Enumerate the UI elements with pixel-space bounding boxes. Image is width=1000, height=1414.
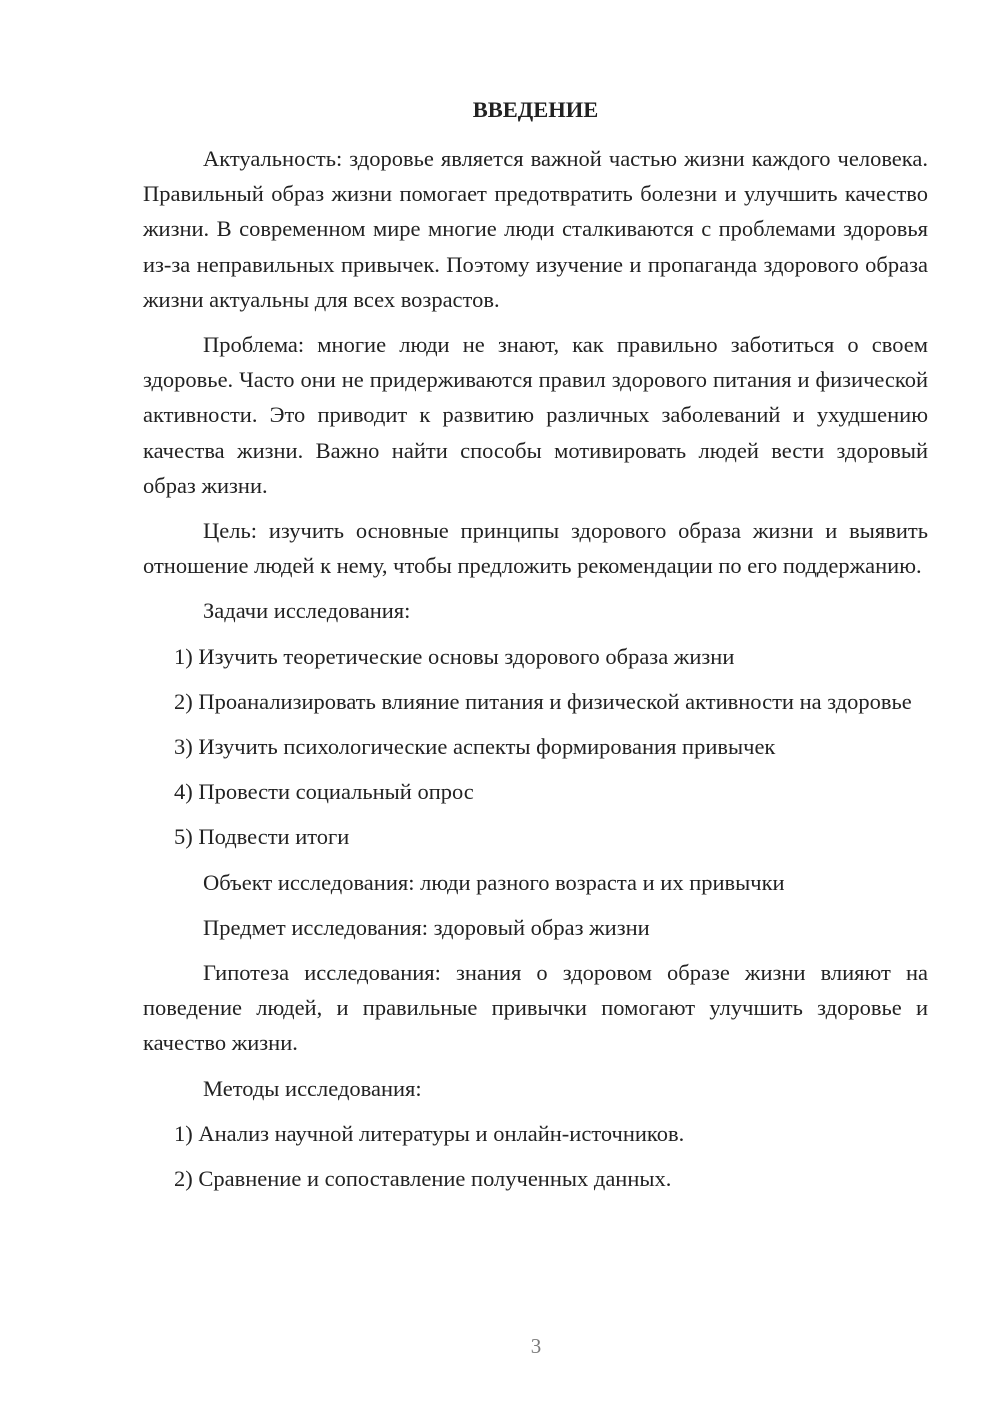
- tasks-heading: Задачи исследования:: [203, 598, 411, 624]
- object-paragraph: Объект исследования: люди разного возраста и их привычки: [203, 869, 785, 895]
- page-number: 3: [530, 1334, 542, 1358]
- section-heading: ВВЕДЕНИЕ: [472, 97, 599, 122]
- task-item-2: 2) Проанализировать влияние питания и физической активности на здоровье: [174, 688, 912, 714]
- method-item-1: 1) Анализ научной литературы и онлайн-источников.: [174, 1120, 685, 1146]
- hypothesis-paragraph: Гипотеза исследования: знания о здоровом образе жизни влияют на поведение людей, и правильные привычки помогают улучшить здоровье и качество жизни.: [143, 960, 928, 1056]
- method-item-2: 2) Сравнение и сопоставление полученных данных.: [174, 1166, 672, 1192]
- methods-heading: Методы исследования:: [203, 1075, 422, 1101]
- problem-paragraph: Проблема: многие люди не знают, как правильно заботиться о своем здоровье. Часто они не придерживаются правил здорового питания и физической активности. Это приводит к развитию различных заболеваний и ухудшению качества жизни. Важно найти способы мотивировать людей вести здоровый образ жизни.: [143, 332, 928, 498]
- task-item-4: 4) Провести социальный опрос: [174, 779, 474, 805]
- task-item-1: 1) Изучить теоретические основы здорового образа жизни: [174, 643, 735, 669]
- task-item-5: 5) Подвести итоги: [174, 824, 350, 850]
- subject-paragraph: Предмет исследования: здоровый образ жизни: [203, 914, 650, 940]
- relevance-paragraph: Актуальность: здоровье является важной частью жизни каждого человека. Правильный образ жизни помогает предотвратить болезни и улучшить качество жизни. В современном мире многие люди сталкиваются с проблемами здоровья из-за неправильных привычек. Поэтому изучение и пропаганда здорового образа жизни актуальны для всех возрастов.: [143, 146, 928, 312]
- goal-paragraph: Цель: изучить основные принципы здорового образа жизни и выявить отношение людей к нему, чтобы предложить рекомендации по его поддержанию.: [143, 518, 928, 579]
- document-page: [143, 88, 928, 1206]
- task-item-3: 3) Изучить психологические аспекты формирования привычек: [174, 734, 776, 760]
